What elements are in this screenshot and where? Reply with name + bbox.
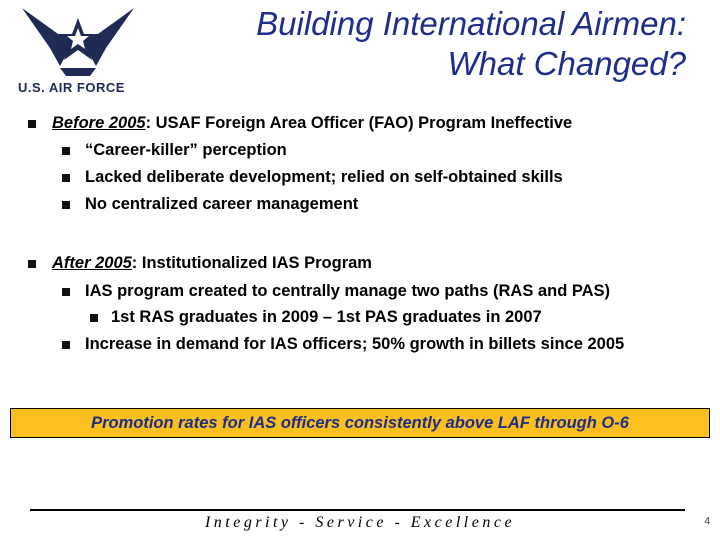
after-item-1: IAS program created to centrally manage two paths (RAS and PAS) bbox=[85, 282, 611, 300]
after-heading bbox=[52, 254, 372, 273]
bullet-marker bbox=[62, 288, 70, 296]
before-item-1: “Career-killer” perception bbox=[85, 141, 287, 159]
title-line-1: Building International Airmen: bbox=[256, 5, 686, 42]
page-number: 4 bbox=[704, 516, 710, 527]
bullet-marker bbox=[62, 174, 70, 182]
after-item-2: Increase in demand for IAS officers; 50% growth in billets since 2005 bbox=[85, 335, 625, 353]
bullet-marker bbox=[62, 341, 70, 349]
bullet-marker bbox=[28, 120, 36, 128]
usaf-wings-icon bbox=[14, 4, 142, 80]
after-heading-date: After 2005 bbox=[52, 254, 132, 272]
before-item-2: Lacked deliberate development; relied on self-obtained skills bbox=[85, 168, 563, 186]
bullet-marker bbox=[62, 201, 70, 209]
before-heading-text: : USAF Foreign Area Officer (FAO) Program Ineffective bbox=[145, 114, 573, 132]
before-item-3: No centralized career management bbox=[85, 195, 359, 213]
slide-title bbox=[166, 4, 686, 84]
after-subitem: 1st RAS graduates in 2009 – 1st PAS graduates in 2007 bbox=[111, 308, 542, 326]
title-line-2: What Changed? bbox=[447, 45, 686, 82]
bullet-marker bbox=[90, 314, 98, 322]
before-heading bbox=[52, 114, 572, 133]
bullet-marker bbox=[62, 147, 70, 155]
footer-rule bbox=[30, 509, 685, 511]
promotion-banner: Promotion rates for IAS officers consistently above LAF through O-6 bbox=[10, 408, 710, 438]
logo-wordmark: U.S. AIR FORCE bbox=[18, 80, 125, 95]
after-heading-text: : Institutionalized IAS Program bbox=[131, 254, 372, 272]
footer-motto: Integrity - Service - Excellence bbox=[204, 514, 516, 531]
bullet-marker bbox=[28, 260, 36, 268]
usaf-logo bbox=[14, 4, 142, 94]
before-heading-date: Before 2005 bbox=[52, 114, 146, 132]
